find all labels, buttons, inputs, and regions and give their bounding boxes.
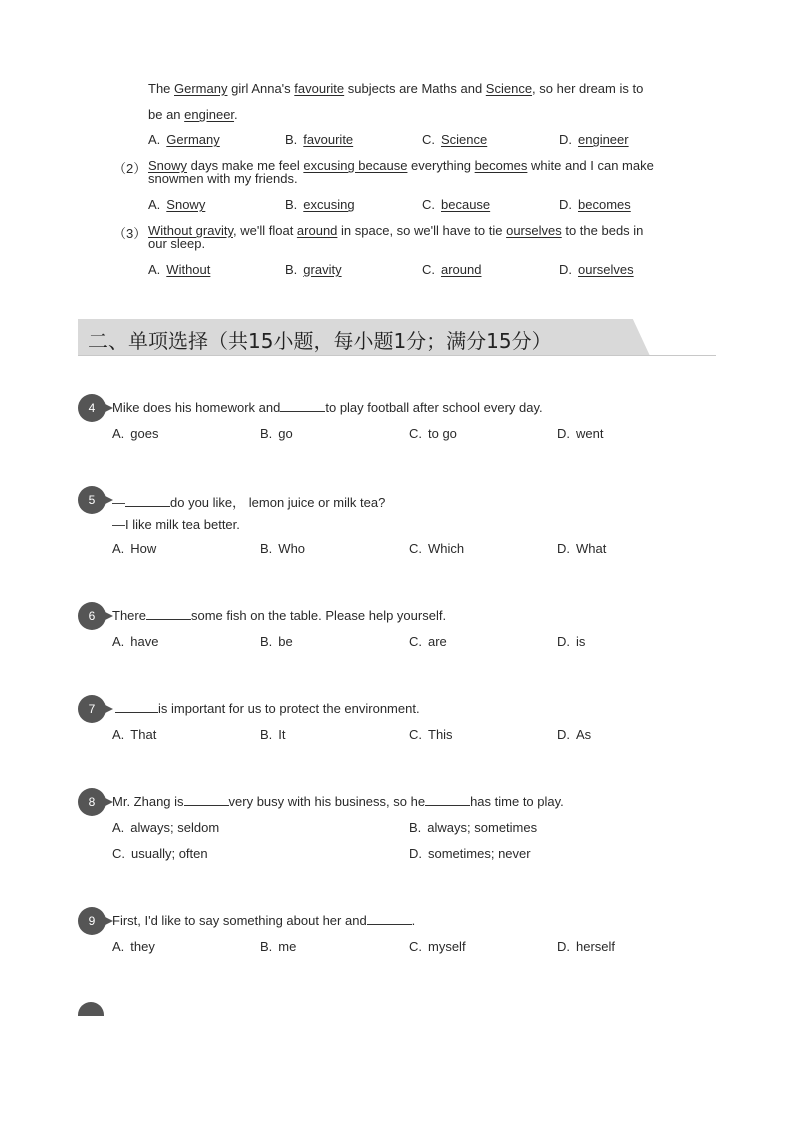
q2-option-a[interactable]: A. Snowy: [148, 197, 206, 212]
q3-sentence-line2: our sleep.: [148, 236, 206, 251]
section-title: 二、单项选择（共15小题，每小题1分；满分15分）: [88, 329, 552, 353]
answer-blank: [184, 794, 229, 806]
answer-blank: [115, 701, 158, 713]
q9-option-d[interactable]: D. herself: [557, 939, 616, 954]
q5-reply: —I like milk tea better.: [112, 517, 240, 532]
q1-option-d[interactable]: D. engineer: [559, 132, 629, 147]
q3-option-c[interactable]: C. around: [422, 262, 482, 277]
q9-option-c[interactable]: C. myself: [409, 939, 466, 954]
q7-option-a[interactable]: A. That: [112, 727, 157, 742]
q3-number: （3）: [113, 226, 147, 241]
q2-option-c[interactable]: C. because: [422, 197, 491, 212]
q1-option-b[interactable]: B. favourite: [285, 132, 354, 147]
answer-blank: [125, 495, 170, 507]
answer-blank: [146, 608, 191, 620]
q6-option-b[interactable]: B. be: [260, 634, 293, 649]
q1-underlined-germany: Germany: [174, 81, 228, 96]
answer-blank: [425, 794, 470, 806]
answer-blank: [280, 400, 325, 412]
q3-option-d[interactable]: D. ourselves: [559, 262, 634, 277]
q4-option-c[interactable]: C. to go: [409, 426, 457, 441]
q8-option-c[interactable]: C. usually; often: [112, 846, 208, 861]
q7-option-d[interactable]: D. As: [557, 727, 592, 742]
q7-option-c[interactable]: C. This: [409, 727, 453, 742]
q1-sentence-line2: be an engineer.: [148, 107, 238, 122]
q5-option-a[interactable]: A. How: [112, 541, 157, 556]
answer-blank: [367, 913, 412, 925]
q8-option-b[interactable]: B. always; sometimes: [409, 820, 538, 835]
section-divider: [78, 355, 716, 356]
question-number-badge: 7: [78, 695, 106, 723]
q1-sentence-line1: The Germany girl Anna's favourite subjects are Maths and Science, so her dream is to: [148, 81, 644, 96]
q1-option-a[interactable]: A. Germany: [148, 132, 220, 147]
q5-option-d[interactable]: D. What: [557, 541, 607, 556]
q4-option-a[interactable]: A. goes: [112, 426, 159, 441]
question-number-badge: 6: [78, 602, 106, 630]
q6-option-a[interactable]: A. have: [112, 634, 159, 649]
q5-text: — do you like， lemon juice or milk tea?: [112, 495, 386, 510]
q3-sentence-line1: Without gravity, we'll float around in space, so we'll have to tie ourselves to the beds in: [148, 223, 644, 238]
q2-sentence-line1: Snowy days make me feel excusing because everything becomes white and I can make: [148, 158, 654, 173]
question-number-badge: 8: [78, 788, 106, 816]
q5-option-b[interactable]: B. Who: [260, 541, 306, 556]
q2-number: （2）: [113, 161, 147, 176]
q8-option-d[interactable]: D. sometimes; never: [409, 846, 531, 861]
q9-option-b[interactable]: B. me: [260, 939, 297, 954]
q6-option-c[interactable]: C. are: [409, 634, 447, 649]
q7-text: is important for us to protect the environment.: [115, 701, 420, 716]
q3-option-b[interactable]: B. gravity: [285, 262, 342, 277]
q1-underlined-favourite: favourite: [294, 81, 345, 96]
q4-option-d[interactable]: D. went: [557, 426, 604, 441]
q2-option-d[interactable]: D. becomes: [559, 197, 631, 212]
q4-text: Mike does his homework and to play football after school every day.: [112, 400, 543, 415]
q3-option-a[interactable]: A. Without: [148, 262, 211, 277]
q9-option-a[interactable]: A. they: [112, 939, 155, 954]
q6-text: There some fish on the table. Please help yourself.: [112, 608, 447, 623]
q9-text: First, I'd like to say something about her and .: [112, 913, 416, 928]
q7-option-b[interactable]: B. It: [260, 727, 286, 742]
q8-text: Mr. Zhang is very busy with his business, so he has time to play.: [112, 794, 564, 809]
q1-underlined-science: Science: [485, 81, 533, 96]
question-number-badge: 9: [78, 907, 106, 935]
q8-option-a[interactable]: A. always; seldom: [112, 820, 220, 835]
question-number-badge: 4: [78, 394, 106, 422]
q2-option-b[interactable]: B. excusing: [285, 197, 355, 212]
q1-underlined-engineer: engineer: [184, 107, 235, 122]
question-number-badge: 5: [78, 486, 106, 514]
q1-option-c[interactable]: C. Science: [422, 132, 488, 147]
q5-option-c[interactable]: C. Which: [409, 541, 465, 556]
q4-option-b[interactable]: B. go: [260, 426, 293, 441]
q6-option-d[interactable]: D. is: [557, 634, 586, 649]
question-number-badge-partial: [78, 1002, 104, 1016]
q2-sentence-line2: snowmen with my friends.: [148, 171, 298, 186]
